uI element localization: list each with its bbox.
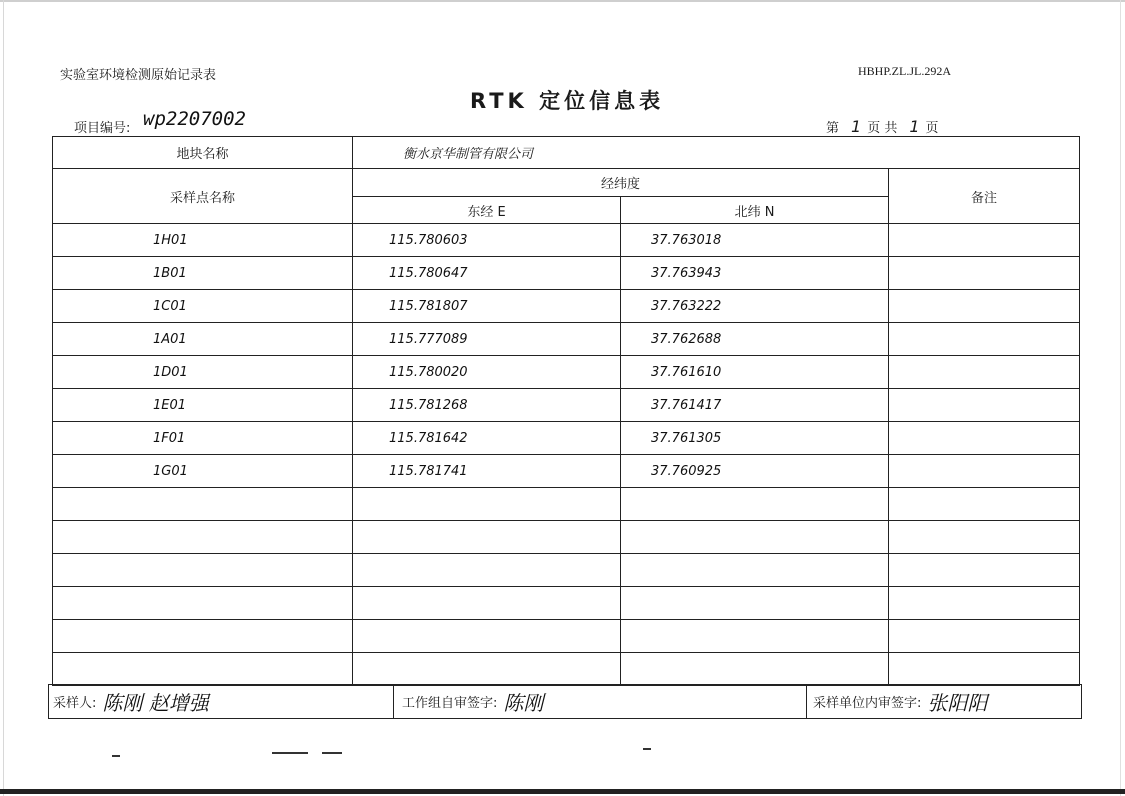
table-row [53,554,1080,587]
remark-cell [889,554,1080,587]
unit-review-signature: 张阳阳 [927,691,988,715]
remark-cell [889,653,1080,686]
sampler-label: 采样人: [53,696,97,711]
point-name-header: 采样点名称 [53,169,353,224]
point-name-cell: 1H01 [53,224,353,257]
latlon-header: 经纬度 [353,169,889,197]
data-rows [53,224,1080,686]
table-row [53,653,1080,686]
page-title: RTK 定位信息表 [470,89,665,113]
table-row [53,488,1080,521]
east-cell [353,587,621,620]
plot-name-label: 地块名称 [53,137,353,169]
unit-review-label: 采样单位内审签字: [813,696,922,711]
page-current: 1 [851,117,862,136]
page-edge-top [0,0,1125,2]
plot-name-value: 衡水京华制管有限公司 [353,137,1080,169]
page-counter [826,117,939,136]
north-header: 北纬 N [621,197,889,224]
east-cell: 115.780603 [353,224,621,257]
point-name-cell [53,620,353,653]
point-name-cell: 1A01 [53,323,353,356]
form-name: 实验室环境检测原始记录表 [60,68,217,83]
east-cell [353,653,621,686]
point-name-cell: 1G01 [53,455,353,488]
project-number-value: wp2207002 [143,108,246,130]
plot-name-row [53,137,1080,169]
remark-cell [889,521,1080,554]
rtk-table [52,136,1080,686]
page-edge-right [1120,0,1121,796]
point-name-cell [53,488,353,521]
scan-mark [112,755,120,757]
north-cell [621,554,889,587]
scan-mark [272,752,308,754]
remark-cell [889,389,1080,422]
point-name-cell: 1C01 [53,290,353,323]
point-name-cell [53,554,353,587]
east-cell: 115.781807 [353,290,621,323]
page-suffix: 页 [925,121,939,136]
east-cell: 115.780020 [353,356,621,389]
team-review-signature: 陈刚 [503,691,544,715]
east-header: 东经 E [353,197,621,224]
page-edge-left [3,0,4,796]
point-name-cell: 1D01 [53,356,353,389]
north-cell [621,488,889,521]
team-review-cell [393,685,806,718]
remark-cell [889,587,1080,620]
north-cell: 37.763018 [621,224,889,257]
north-cell [621,620,889,653]
north-cell: 37.762688 [621,323,889,356]
remark-cell [889,488,1080,521]
north-cell: 37.760925 [621,455,889,488]
north-cell [621,521,889,554]
remark-cell [889,422,1080,455]
table-row [53,257,1080,290]
remark-cell [889,620,1080,653]
east-cell: 115.781741 [353,455,621,488]
east-cell: 115.780647 [353,257,621,290]
scan-mark [322,752,342,754]
east-cell: 115.781268 [353,389,621,422]
unit-review-cell [806,685,1081,718]
north-cell: 37.763943 [621,257,889,290]
point-name-cell: 1E01 [53,389,353,422]
table-row [53,455,1080,488]
table-row [53,521,1080,554]
point-name-cell [53,587,353,620]
table-row [53,620,1080,653]
table-row [53,224,1080,257]
form-code: HBHP.ZL.JL.292A [858,64,952,78]
point-name-cell: 1F01 [53,422,353,455]
remark-cell [889,224,1080,257]
remark-cell [889,455,1080,488]
table-row [53,323,1080,356]
north-cell: 37.761417 [621,389,889,422]
sampler-signature: 陈刚 赵增强 [102,691,209,715]
signature-footer [48,684,1082,719]
remark-cell [889,323,1080,356]
header-row-1 [53,169,1080,197]
point-name-cell: 1B01 [53,257,353,290]
north-cell [621,587,889,620]
table-row [53,290,1080,323]
point-name-cell [53,653,353,686]
remark-cell [889,257,1080,290]
sampler-cell [49,685,393,718]
east-cell [353,554,621,587]
table-row [53,356,1080,389]
page-total: 1 [909,117,920,136]
remark-cell [889,290,1080,323]
east-cell [353,521,621,554]
point-name-cell [53,521,353,554]
page-edge-bottom [0,789,1125,794]
table-row [53,587,1080,620]
scan-mark [643,748,651,750]
north-cell: 37.761610 [621,356,889,389]
project-number-label: 项目编号: [74,121,131,136]
east-cell [353,488,621,521]
north-cell [621,653,889,686]
page-prefix: 第 [826,121,840,136]
table-row [53,422,1080,455]
table-row [53,389,1080,422]
remark-cell [889,356,1080,389]
east-cell: 115.777089 [353,323,621,356]
team-review-label: 工作组自审签字: [402,696,498,711]
page-mid: 页 共 [867,121,898,136]
east-cell: 115.781642 [353,422,621,455]
remark-header: 备注 [889,169,1080,224]
east-cell [353,620,621,653]
north-cell: 37.761305 [621,422,889,455]
north-cell: 37.763222 [621,290,889,323]
